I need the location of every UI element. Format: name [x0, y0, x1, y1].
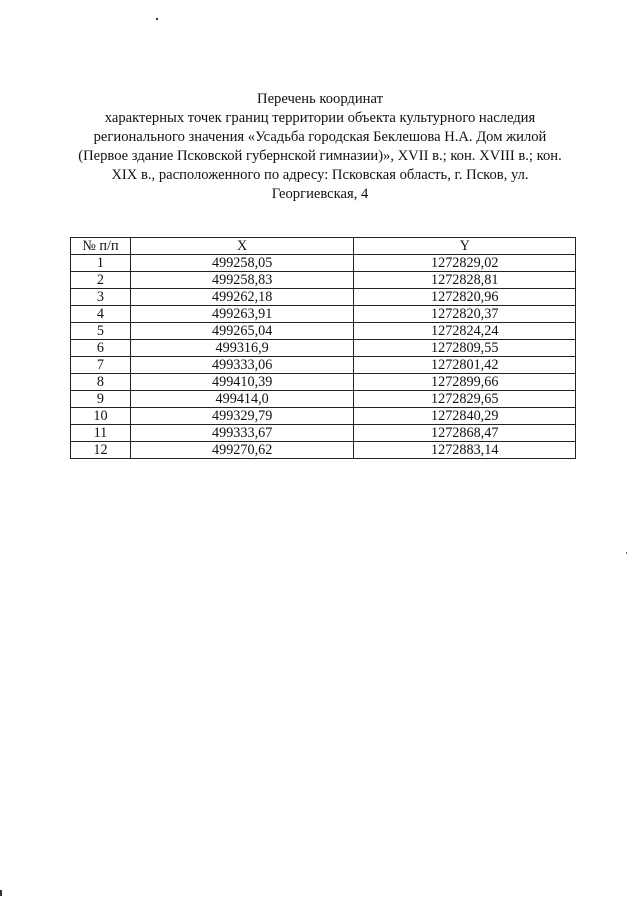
- header-y: Y: [354, 238, 576, 255]
- coordinates-table: [70, 237, 576, 459]
- table-row: [71, 425, 576, 442]
- cell-number: 3: [71, 289, 131, 306]
- cell-y: 1272801,42: [354, 357, 576, 374]
- table-body: [71, 255, 576, 459]
- scan-speck: [156, 18, 158, 20]
- cell-x: 499333,06: [130, 357, 354, 374]
- cell-x: 499262,18: [130, 289, 354, 306]
- cell-y: 1272809,55: [354, 340, 576, 357]
- table-row: [71, 306, 576, 323]
- title-line: Георгиевская, 4: [271, 186, 369, 202]
- header-number: № п/п: [71, 238, 131, 255]
- table-row: [71, 374, 576, 391]
- cell-number: 4: [71, 306, 131, 323]
- cell-y: 1272820,37: [354, 306, 576, 323]
- cell-y: 1272824,24: [354, 323, 576, 340]
- title-line: (Первое здание Псковской губернской гимназии)», XVII в.; кон. XVIII в.; кон.: [78, 148, 562, 164]
- cell-x: 499410,39: [130, 374, 354, 391]
- table-row: [71, 255, 576, 272]
- cell-x: 499329,79: [130, 408, 354, 425]
- cell-number: 6: [71, 340, 131, 357]
- title-line: регионального значения «Усадьба городская Беклешова Н.А. Дом жилой: [93, 129, 547, 145]
- document-title: [70, 90, 570, 204]
- table-row: [71, 340, 576, 357]
- cell-y: 1272829,65: [354, 391, 576, 408]
- cell-number: 12: [71, 442, 131, 459]
- title-line: XIX в., расположенного по адресу: Псковская область, г. Псков, ул.: [111, 167, 529, 183]
- cell-x: 499316,9: [130, 340, 354, 357]
- table-row: [71, 289, 576, 306]
- title-line: характерных точек границ территории объекта культурного наследия: [104, 110, 536, 126]
- cell-y: 1272828,81: [354, 272, 576, 289]
- table-row: [71, 408, 576, 425]
- header-x: X: [130, 238, 354, 255]
- cell-x: 499270,62: [130, 442, 354, 459]
- table-row: [71, 391, 576, 408]
- table-row: [71, 442, 576, 459]
- cell-number: 5: [71, 323, 131, 340]
- cell-x: 499258,05: [130, 255, 354, 272]
- cell-x: 499263,91: [130, 306, 354, 323]
- cell-number: 11: [71, 425, 131, 442]
- cell-number: 10: [71, 408, 131, 425]
- cell-y: 1272868,47: [354, 425, 576, 442]
- cell-number: 2: [71, 272, 131, 289]
- cell-number: 1: [71, 255, 131, 272]
- table-row: [71, 272, 576, 289]
- table-header-row: [71, 238, 576, 255]
- cell-x: 499265,04: [130, 323, 354, 340]
- cell-number: 8: [71, 374, 131, 391]
- cell-x: 499414,0: [130, 391, 354, 408]
- scan-speck: [626, 552, 627, 554]
- cell-y: 1272840,29: [354, 408, 576, 425]
- cell-y: 1272899,66: [354, 374, 576, 391]
- cell-number: 9: [71, 391, 131, 408]
- cell-y: 1272883,14: [354, 442, 576, 459]
- title-line: Перечень координат: [257, 91, 383, 107]
- cell-x: 499333,67: [130, 425, 354, 442]
- table-row: [71, 323, 576, 340]
- scan-speck: [0, 890, 2, 896]
- table-row: [71, 357, 576, 374]
- cell-x: 499258,83: [130, 272, 354, 289]
- cell-number: 7: [71, 357, 131, 374]
- cell-y: 1272820,96: [354, 289, 576, 306]
- cell-y: 1272829,02: [354, 255, 576, 272]
